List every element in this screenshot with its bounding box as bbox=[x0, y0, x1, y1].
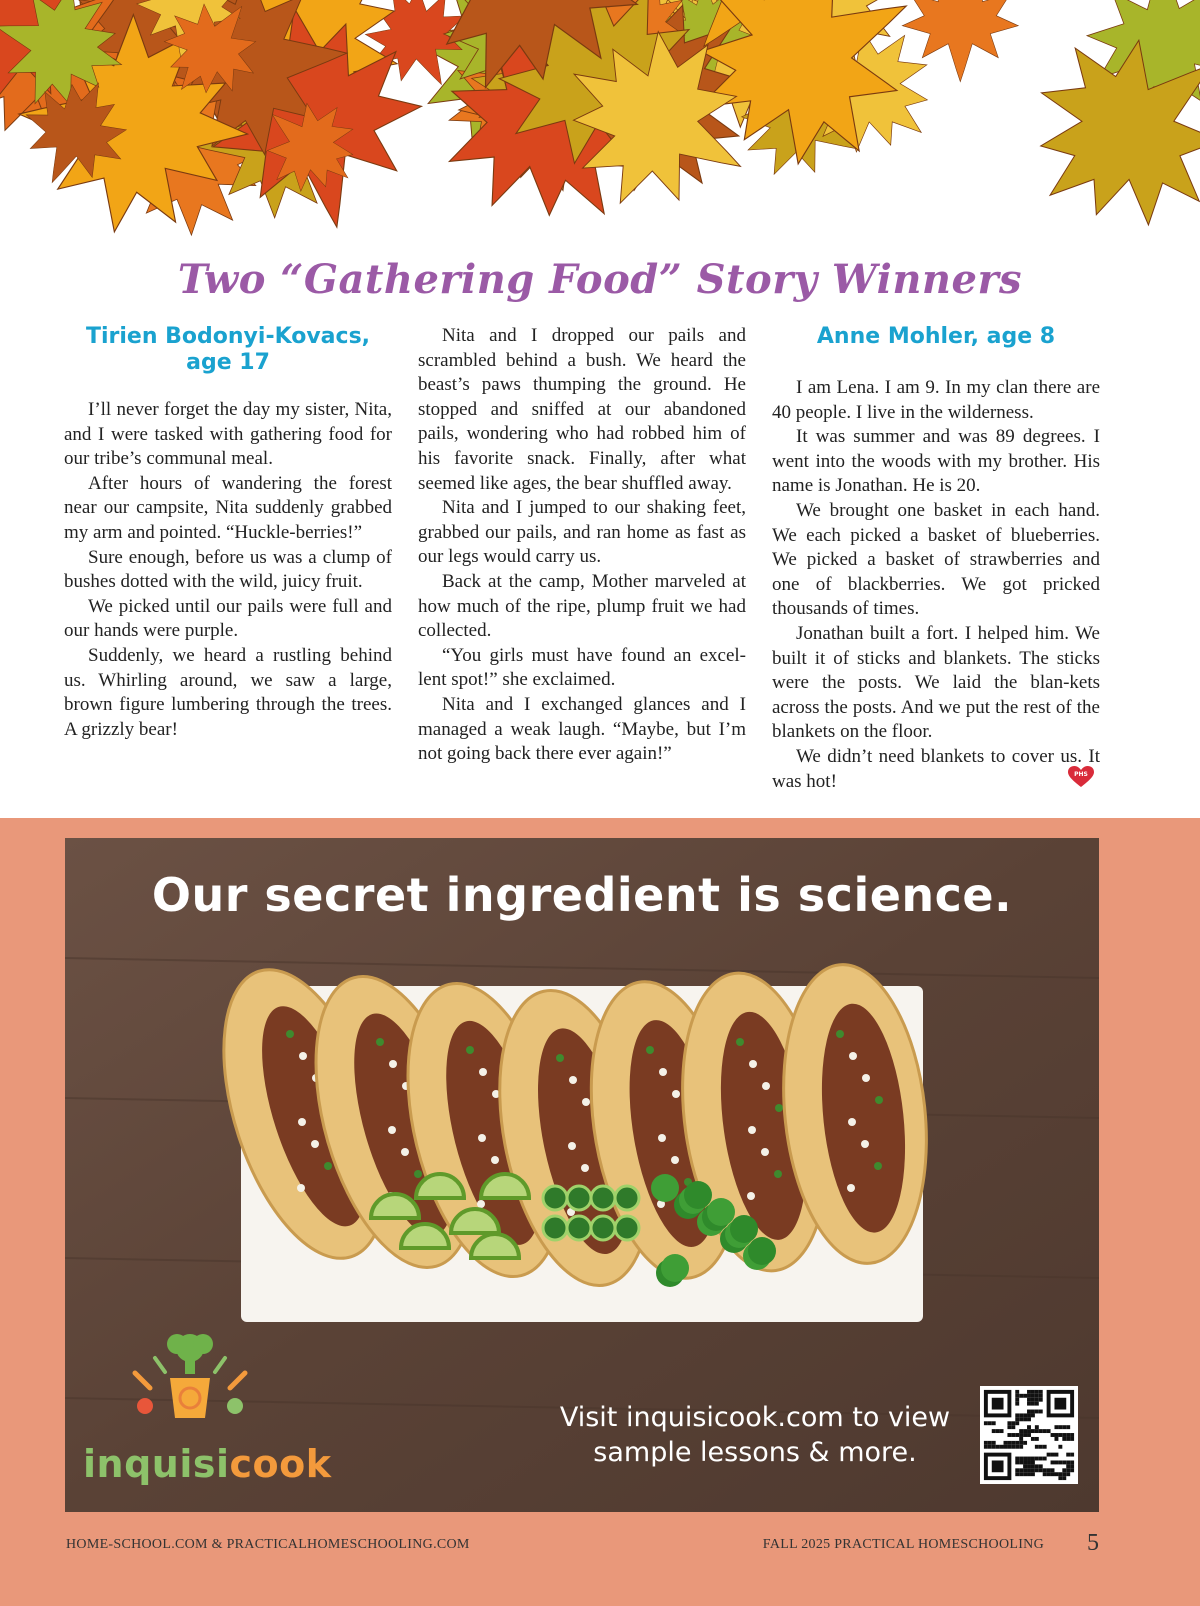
taco-topping bbox=[401, 1148, 409, 1156]
taco-topping bbox=[478, 1134, 486, 1142]
cilantro bbox=[684, 1181, 712, 1209]
taco-topping bbox=[862, 1074, 870, 1082]
taco-topping bbox=[747, 1192, 755, 1200]
jalapeno-slice bbox=[543, 1186, 567, 1210]
taco-topping bbox=[774, 1170, 782, 1178]
story-paragraph: Suddenly, we heard a rustling behind us. Whirling around, we saw a large, brown figure lumbering through the trees. A grizzly bear! bbox=[64, 644, 392, 740]
story-paragraph: I am Lena. I am 9. In my clan there are 40 people. I live in the wilderness. bbox=[772, 377, 1100, 423]
taco-topping bbox=[761, 1148, 769, 1156]
phs-heart-icon bbox=[1068, 766, 1094, 788]
taco-topping bbox=[875, 1096, 883, 1104]
taco-topping bbox=[311, 1140, 319, 1148]
footer-websites: HOME-SCHOOL.COM & PRACTICALHOMESCHOOLING.COM bbox=[66, 1537, 470, 1552]
taco-topping bbox=[736, 1038, 744, 1046]
ad-call-to-action[interactable] bbox=[535, 1400, 975, 1470]
cilantro bbox=[651, 1174, 679, 1202]
taco-topping bbox=[658, 1134, 666, 1142]
story-column-2 bbox=[418, 324, 746, 767]
taco-topping bbox=[659, 1068, 667, 1076]
story-column-3 bbox=[772, 324, 1100, 794]
story-paragraph: We didn’t need blankets to cover us. It was hot! bbox=[772, 745, 1100, 792]
jalapeno-slice bbox=[615, 1216, 639, 1240]
cilantro bbox=[730, 1215, 758, 1243]
qr-code-icon[interactable] bbox=[980, 1386, 1078, 1484]
jalapeno-slice bbox=[591, 1186, 615, 1210]
taco-topping bbox=[582, 1098, 590, 1106]
story-paragraph: After hours of wandering the forest near our campsite, Nita suddenly grabbed my arm and pointed. “Huckle-berries!” bbox=[64, 472, 392, 543]
inquisicook-advertisement[interactable] bbox=[65, 838, 1099, 1512]
taco-topping bbox=[414, 1170, 422, 1178]
story-paragraph: “You girls must have found an excel-lent spot!” she exclaimed. bbox=[418, 644, 746, 691]
taco-topping bbox=[297, 1184, 305, 1192]
taco-topping bbox=[874, 1162, 882, 1170]
story-paragraph: We picked until our pails were full and our hands were purple. bbox=[64, 595, 392, 642]
taco-topping bbox=[298, 1118, 306, 1126]
taco-topping bbox=[299, 1052, 307, 1060]
story-paragraph: It was summer and was 89 degrees. I went into the woods with my brother. His name is Jonathan. He is 20. bbox=[772, 426, 1100, 497]
jalapeno-slice bbox=[567, 1186, 591, 1210]
autumn-leaves-banner bbox=[0, 0, 1200, 245]
jalapeno-slice bbox=[567, 1216, 591, 1240]
taco-topping bbox=[762, 1082, 770, 1090]
taco-topping bbox=[836, 1030, 844, 1038]
cta-line-2: sample lessons & more. bbox=[593, 1437, 917, 1468]
taco-topping bbox=[748, 1126, 756, 1134]
taco-topping bbox=[389, 1060, 397, 1068]
page-title: Two “Gathering Food” Story Winners bbox=[177, 256, 1023, 303]
story-column-1 bbox=[64, 324, 392, 742]
taco-topping bbox=[646, 1046, 654, 1054]
cta-line-1: Visit inquisicook.com to view bbox=[559, 1402, 951, 1433]
taco-topping bbox=[775, 1104, 783, 1112]
taco-topping bbox=[568, 1142, 576, 1150]
cilantro bbox=[661, 1254, 689, 1282]
jalapeno-slice bbox=[591, 1216, 615, 1240]
story-paragraph: Nita and I exchanged glances and I managed a weak laugh. “Maybe, but I’m not going back there ever again!” bbox=[418, 693, 746, 765]
taco-topping bbox=[477, 1200, 485, 1208]
author-name: Anne Mohler, age 8 bbox=[816, 324, 1056, 349]
taco-topping bbox=[861, 1140, 869, 1148]
taco-topping bbox=[556, 1054, 564, 1062]
logo-text-part1: inquisi bbox=[83, 1442, 230, 1486]
logo-text-part2: cook bbox=[229, 1442, 332, 1486]
author-name: Tirien Bodonyi-Kovacs, age 17 bbox=[85, 324, 371, 375]
taco-topping bbox=[581, 1164, 589, 1172]
taco-topping bbox=[848, 1118, 856, 1126]
ad-tagline: Our secret ingredient is science. bbox=[151, 868, 1013, 922]
taco-topping bbox=[388, 1126, 396, 1134]
jalapeno-slice bbox=[543, 1216, 567, 1240]
story-paragraph: We brought one basket in each hand. We each picked a basket of blueberries. We picked a basket of strawberries and one of blackberries. We got pricked thousands of times. bbox=[772, 499, 1100, 620]
cilantro bbox=[707, 1198, 735, 1226]
taco-topping bbox=[847, 1184, 855, 1192]
taco-topping bbox=[286, 1030, 294, 1038]
phs-badge-text: PHS bbox=[1074, 771, 1088, 778]
inquisicook-logo-icon bbox=[125, 1318, 255, 1438]
taco-topping bbox=[672, 1090, 680, 1098]
footer-issue: FALL 2025 PRACTICAL HOMESCHOOLING bbox=[762, 1537, 1044, 1552]
story-paragraph: Sure enough, before us was a clump of bushes dotted with the wild, juicy fruit. bbox=[64, 546, 392, 593]
taco-topping bbox=[569, 1076, 577, 1084]
taco-topping bbox=[466, 1046, 474, 1054]
page-number: 5 bbox=[1087, 1530, 1099, 1556]
story-paragraph: I’ll never forget the day my sister, Nita, and I were tasked with gathering food for our tribe’s communal meal. bbox=[64, 399, 392, 470]
taco-topping bbox=[324, 1162, 332, 1170]
taco-topping bbox=[671, 1156, 679, 1164]
story-paragraph: Back at the camp, Mother marveled at how much of the ripe, plump fruit we had collected. bbox=[418, 570, 746, 642]
taco-topping bbox=[376, 1038, 384, 1046]
taco-topping bbox=[749, 1060, 757, 1068]
cilantro bbox=[748, 1237, 776, 1265]
story-paragraph: Jonathan built a fort. I helped him. We built it of sticks and blankets. The sticks were the posts. We laid the blan-kets across the posts. And we put the rest of the blankets on the floor. bbox=[772, 622, 1100, 743]
taco-topping bbox=[491, 1156, 499, 1164]
inquisicook-logo-text bbox=[83, 1442, 332, 1486]
jalapeno-slice bbox=[615, 1186, 639, 1210]
taco-topping bbox=[849, 1052, 857, 1060]
taco-topping bbox=[479, 1068, 487, 1076]
story-paragraph: Nita and I jumped to our shaking feet, grabbed our pails, and ran home as fast as our legs would carry us. bbox=[418, 497, 746, 568]
story-paragraph: Nita and I dropped our pails and scrambled behind a bush. We heard the beast’s paws thumping the ground. He stopped and sniffed at our abandoned pails, wondering who had robbed him of his favorite snack. Finally, after what seemed like ages, the bear shuffled away. bbox=[418, 325, 746, 494]
